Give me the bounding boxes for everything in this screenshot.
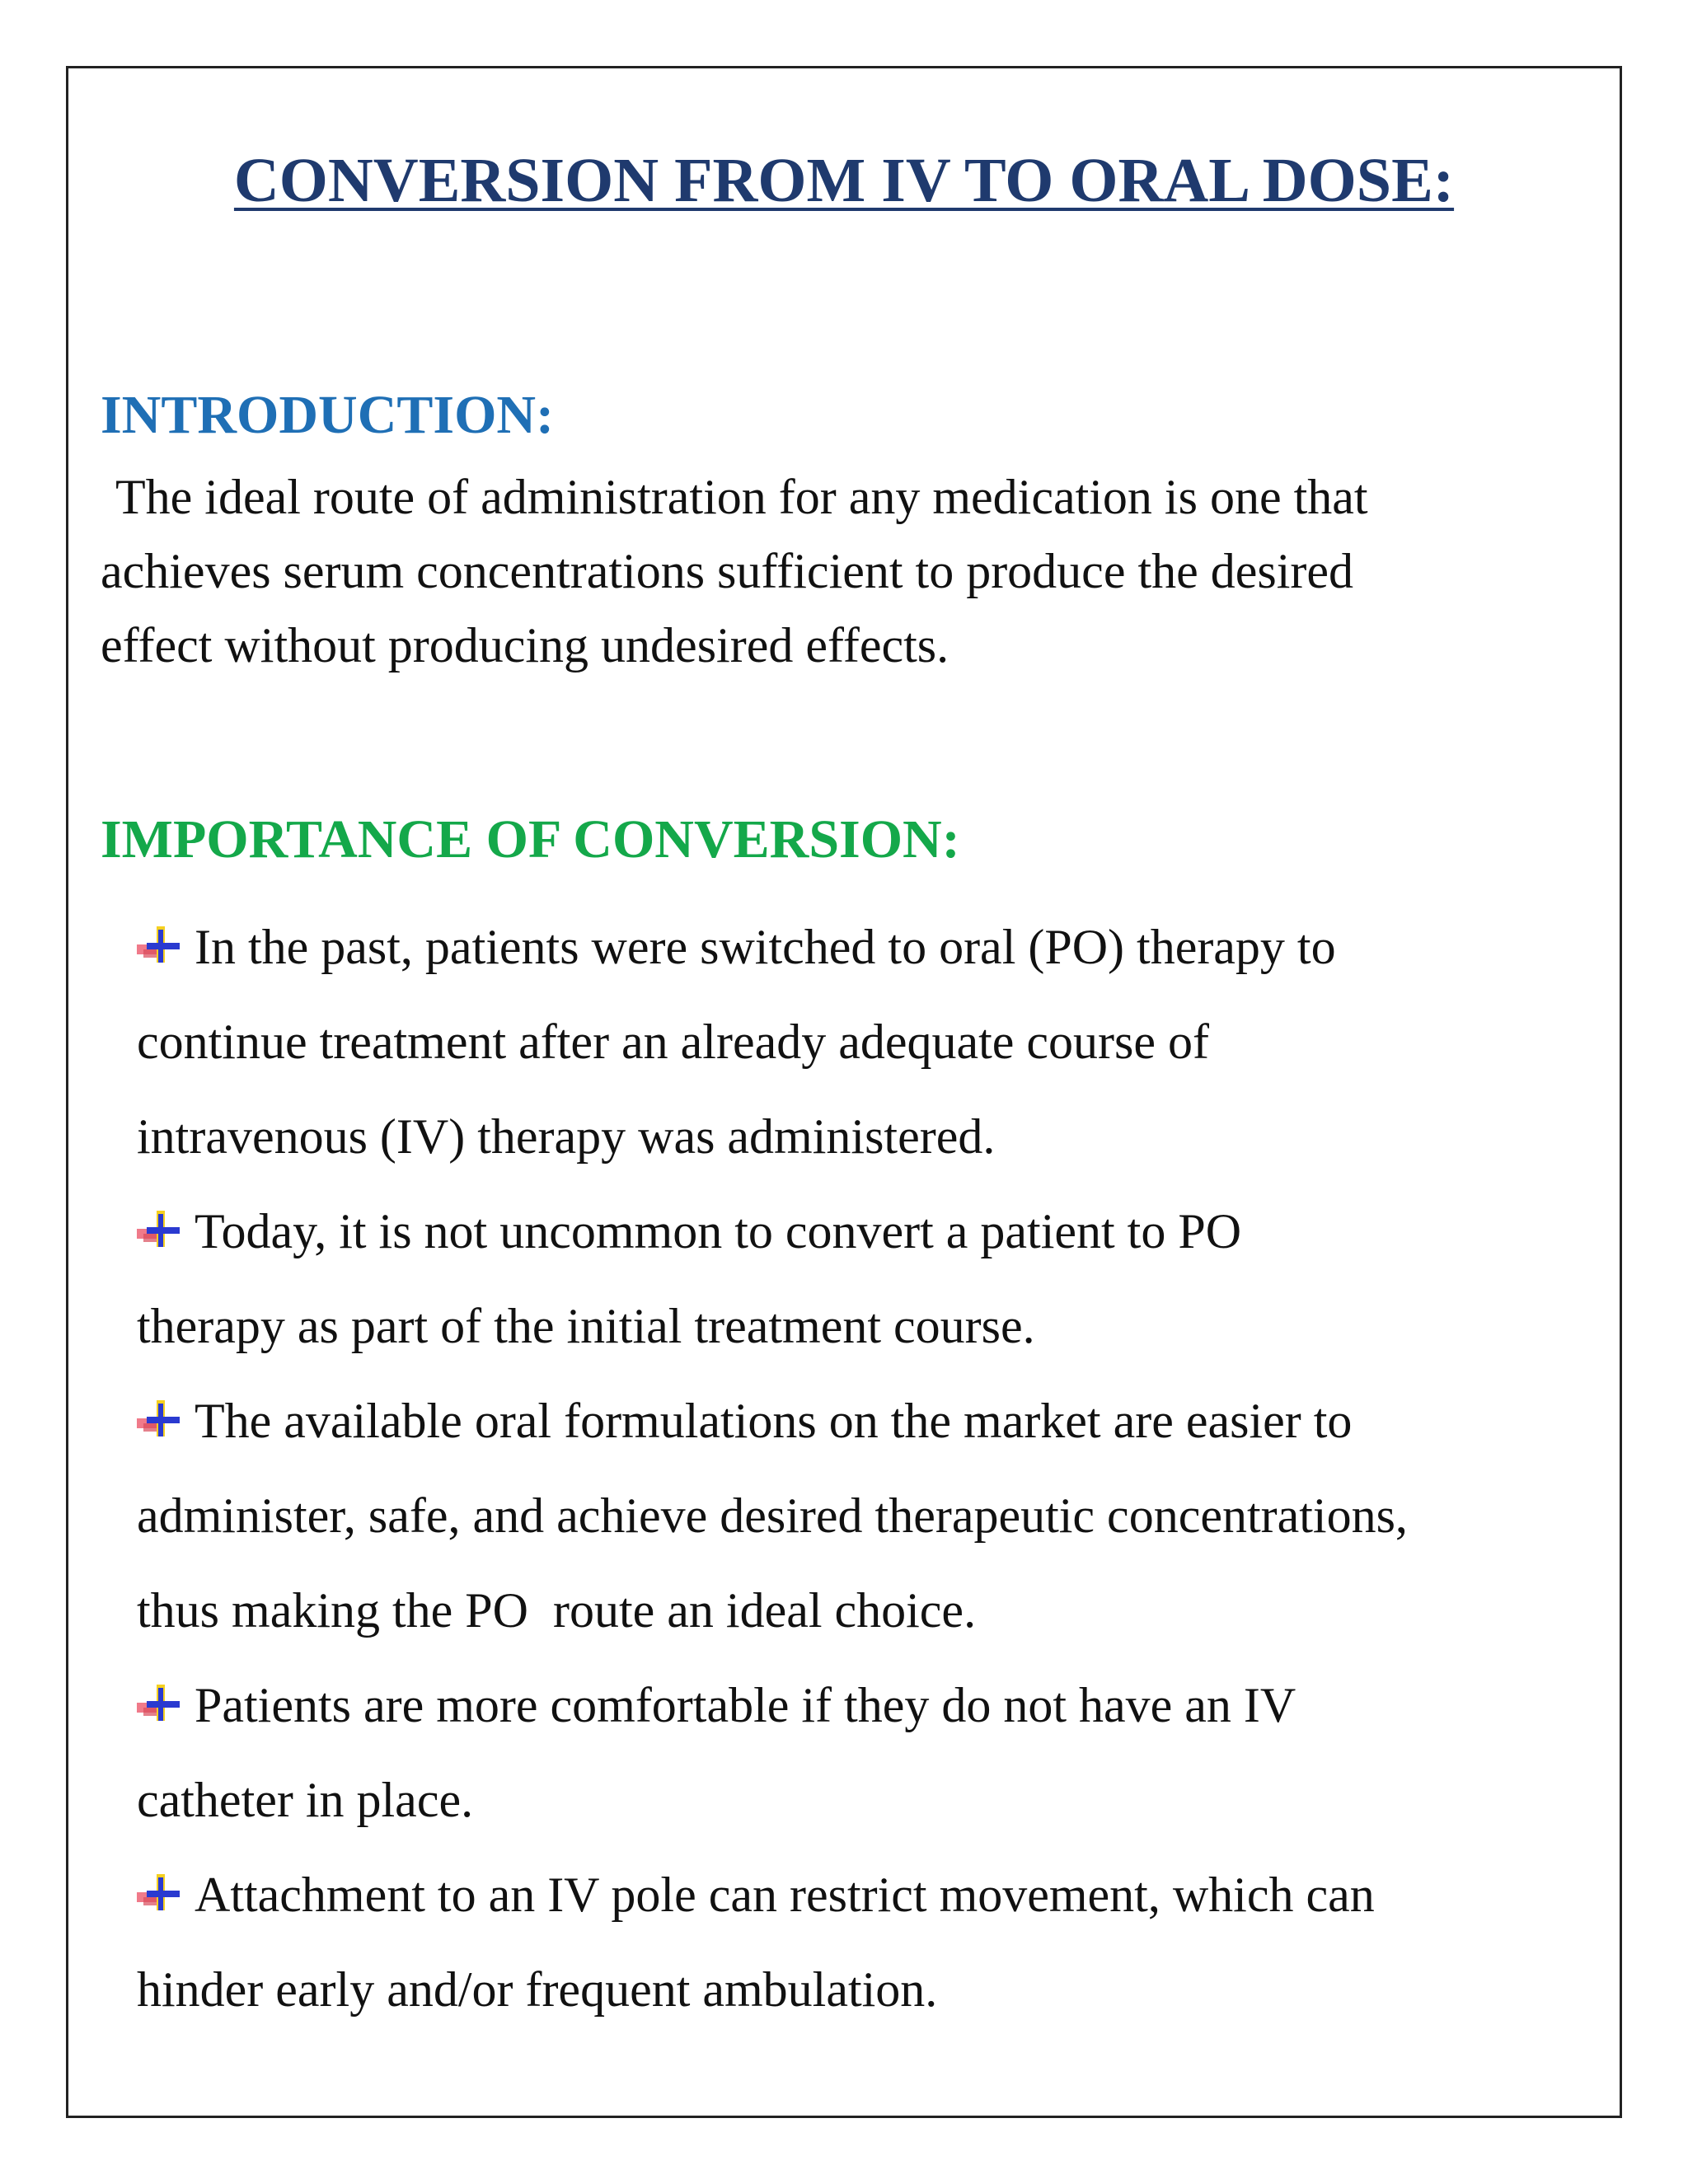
document-title [0,147,1688,216]
bullet-continuation-line: intravenous (IV) therapy was administered. [137,1109,996,1164]
bullet-continuation-line: continue treatment after an already adequate course of [137,1015,1209,1069]
colored-cross-bullet-icon [137,1872,185,1915]
importance-heading: IMPORTANCE OF CONVERSION: [101,809,960,869]
introduction-line: The ideal route of administration for any medication is one that [115,470,1368,524]
bullet-first-line [137,1848,1604,1943]
introduction-line: effect without producing undesired effects. [101,618,950,673]
bullet-text: In the past, patients were switched to oral (PO) therapy to [195,920,1336,974]
colored-cross-bullet-icon [137,1209,185,1252]
bullet-continuation-line: therapy as part of the initial treatment course. [137,1299,1035,1353]
bullet-continuation-line: catheter in place. [137,1773,474,1827]
bullet-continuation-line: hinder early and/or frequent ambulation. [137,1962,938,2017]
bullet-text: The available oral formulations on the market are easier to [195,1394,1353,1448]
bullet-first-line [137,1184,1604,1279]
bullet-item [137,1848,1604,2037]
document-title-text: CONVERSION FROM IV TO ORAL DOSE: [233,146,1455,215]
bullet-text: Today, it is not uncommon to convert a patient to PO [195,1204,1242,1258]
colored-cross-bullet-icon [137,1399,185,1441]
bullet-item [137,1184,1604,1374]
introduction-line: achieves serum concentrations sufficient to produce the desired [101,544,1354,598]
introduction-paragraph [101,460,1584,682]
bullet-first-line [137,1374,1604,1469]
bullet-continuation-line: thus making the PO route an ideal choice. [137,1583,977,1638]
bullet-first-line [137,900,1604,995]
colored-cross-bullet-icon [137,1683,185,1726]
bullet-first-line [137,1658,1604,1753]
bullet-continuation-line: administer, safe, and achieve desired therapeutic concentrations, [137,1488,1408,1543]
bullet-item [137,1374,1604,1658]
importance-bullet-list [137,900,1604,2037]
bullet-item [137,1658,1604,1848]
introduction-heading: INTRODUCTION: [101,385,555,445]
colored-cross-bullet-icon [137,925,185,968]
bullet-text: Patients are more comfortable if they do not have an IV [195,1678,1296,1732]
bullet-item [137,900,1604,1184]
bullet-text: Attachment to an IV pole can restrict movement, which can [195,1868,1375,1922]
